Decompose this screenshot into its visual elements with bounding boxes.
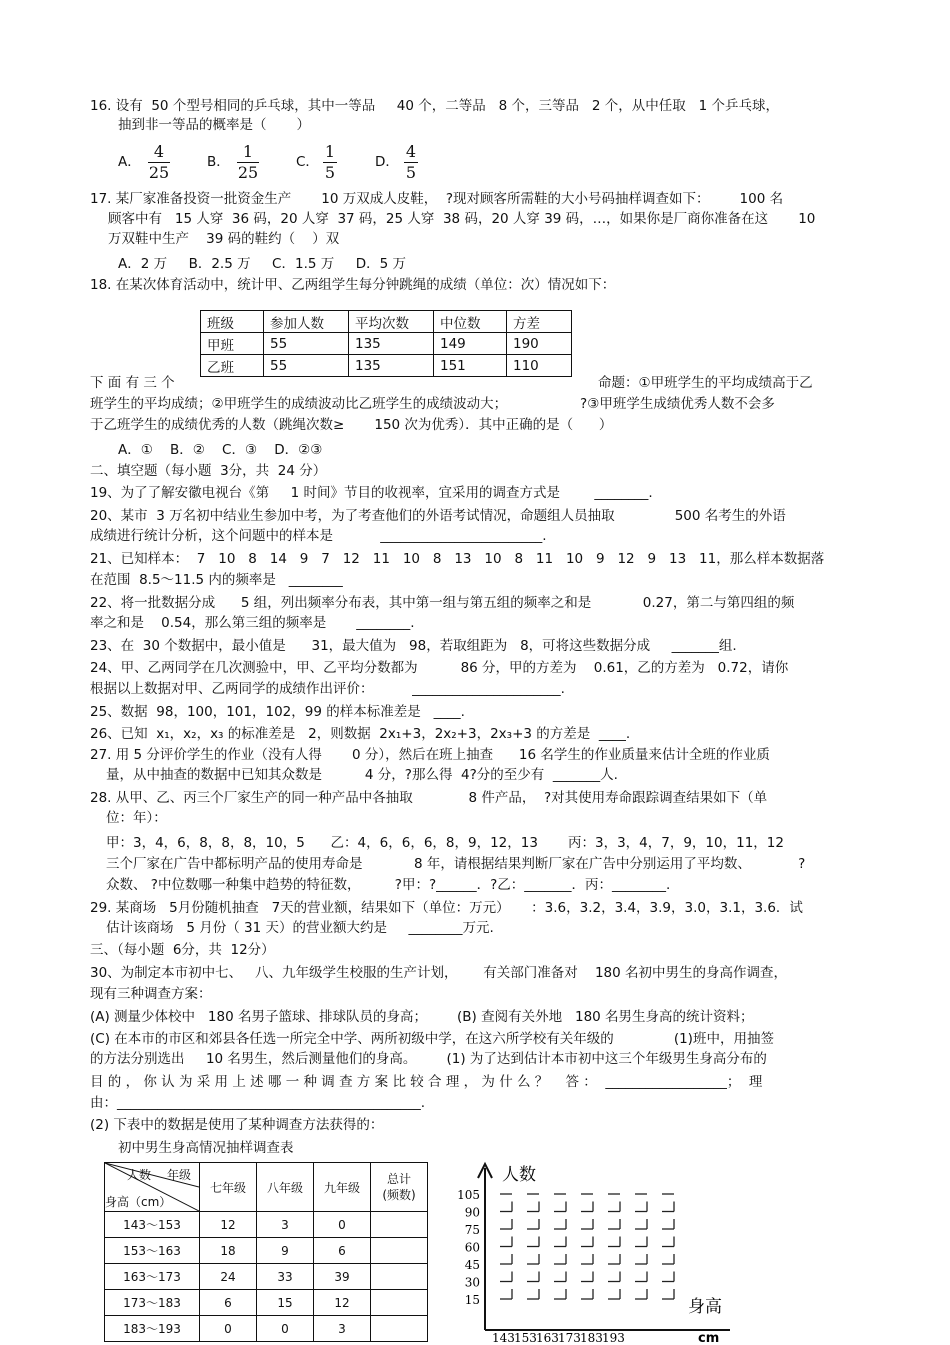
fill-line: 在范围 8.5～11.5 内的频率是 ________ xyxy=(90,572,343,588)
q17-line2: 顾客中有 15 人穿 36 码，20 人穿 37 码，25 人穿 38 码，20 人穿 39 码，…，如果你是厂商你准备在这 10 xyxy=(108,211,816,227)
table-row xyxy=(201,333,572,355)
table-cell: 55 xyxy=(264,333,349,355)
table-header-cell: 方差 xyxy=(507,311,572,333)
table-row xyxy=(201,355,572,377)
table-cell: 0 xyxy=(200,1316,257,1342)
y-tick-label: 30 xyxy=(464,1275,480,1290)
fill-line: 成绩进行统计分析，这个问题中的样本是 ________________________. xyxy=(90,528,547,544)
fraction-denominator: 25 xyxy=(148,163,170,182)
table-cell xyxy=(371,1264,428,1290)
x-axis-label: 身高 xyxy=(688,1297,722,1317)
q16-option-b-label: B． xyxy=(207,154,230,170)
x-tick-label: 143 xyxy=(492,1331,515,1343)
q16-option-b-fraction xyxy=(237,142,259,183)
section-2-heading: 二、填空题（每小题 3分，共 24 分） xyxy=(90,463,327,479)
table-cell: 163～173 xyxy=(105,1264,200,1290)
q17-options: A．2 万 B．2.5 万 C．1.5 万 D．5 万 xyxy=(118,256,406,272)
table-cell: 149 xyxy=(434,333,507,355)
q18-options: A．① B．② C．③ D．②③ xyxy=(118,442,323,458)
fill-line: 甲：3，4，6，8，8，8，10，5 乙：4，6，6，6，8，9，12，13 丙：3，3，4，7，9，10，11，12 xyxy=(106,835,784,851)
fraction-denominator: 25 xyxy=(237,163,259,182)
x-axis-unit: cm xyxy=(698,1331,720,1343)
fill-line: 率之和是 0.54，那么第三组的频率是 ________. xyxy=(90,615,415,631)
fill-line: 23、在 30 个数据中，最小值是 31，最大值为 98，若取组距为 8，可将这些数据分成 _______组. xyxy=(90,638,737,654)
table-cell xyxy=(371,1212,428,1238)
fill-line: 22、将一批数据分成 5 组，列出频率分布表，其中第一组与第五组的频率之和是 0.27，第二与第四组的频 xyxy=(90,595,795,611)
table-cell: 135 xyxy=(349,355,434,377)
q30-line: (C) 在本市的市区和郊县各任选一所完全中学、两所初级中学，在这六所学校有关年级的 (1)班中，用抽签 xyxy=(90,1031,774,1047)
table-row xyxy=(105,1264,428,1290)
table-cell: 乙班 xyxy=(201,355,264,377)
table-cell: 33 xyxy=(257,1264,314,1290)
table-cell: 153～163 xyxy=(105,1238,200,1264)
y-tick-label: 15 xyxy=(464,1293,480,1307)
fill-line: 29. 某商场 5月份随机抽查 7天的营业额，结果如下（单位：万元） ：3.6，3.2，3.4，3.9，3.0，3.1，3.6．试 xyxy=(90,900,803,916)
table-header-cell: 总计 (频数) xyxy=(371,1163,428,1212)
fill-line: 25、数据 98，100，101，102，99 的样本标准差是 ____. xyxy=(90,704,465,720)
table-cell: 39 xyxy=(314,1264,371,1290)
q17-line1: 17. 某厂家准备投资一批资金生产 10 万双成人皮鞋， ?现对顾客所需鞋的大小号码抽样调查如下： 100 名 xyxy=(90,191,784,207)
fraction-numerator: 1 xyxy=(237,142,259,163)
table-header-cell: 平均次数 xyxy=(349,311,434,333)
table-row xyxy=(105,1290,428,1316)
table-row xyxy=(105,1238,428,1264)
fill-line: 20、某市 3 万名初中结业生参加中考，为了考查他们的外语考试情况，命题组人员抽取 500 名考生的外语 xyxy=(90,508,786,524)
section-3-heading: 三、（每小题 6分，共 12分） xyxy=(90,942,275,958)
corner-label-count: 人数 xyxy=(127,1168,152,1182)
table-cell: 173～183 xyxy=(105,1290,200,1316)
q18-right-text: 命题：①甲班学生的平均成绩高于乙 xyxy=(598,375,813,391)
table-header-cell: 中位数 xyxy=(434,311,507,333)
histogram-grid xyxy=(440,1158,740,1343)
fraction-numerator: 4 xyxy=(148,142,170,163)
table-cell: 110 xyxy=(507,355,572,377)
corner-label-height: 身高（cm） xyxy=(105,1195,172,1209)
fraction-numerator: 1 xyxy=(324,142,336,161)
fill-line: 估计该商场 5 月份（ 31 天）的营业额大约是 ________万元. xyxy=(106,920,494,936)
q16-option-a-fraction xyxy=(148,142,170,183)
fill-line: 24、甲、乙两同学在几次测验中，甲、乙平均分数都为 86 分，甲的方差为 0.61，乙的方差为 0.72，请你 xyxy=(90,660,789,676)
table-header-cell: 八年级 xyxy=(257,1163,314,1212)
height-survey-table xyxy=(104,1162,428,1342)
fill-line: 根据以上数据对甲、乙两同学的成绩作出评价： ______________________. xyxy=(90,681,565,697)
fill-line: 众数、 ?中位数哪一种集中趋势的特征数， ?甲：?______．?乙：_______．丙：________. xyxy=(106,877,671,893)
y-tick-label: 105 xyxy=(457,1188,480,1202)
q30-line: 由：_____________________________________________. xyxy=(90,1095,426,1111)
table-cell: 143～153 xyxy=(105,1212,200,1238)
fraction-numerator: 4 xyxy=(405,142,417,161)
y-tick-label: 90 xyxy=(464,1205,480,1220)
table-cell xyxy=(371,1316,428,1342)
table-cell: 55 xyxy=(264,355,349,377)
fill-line: 27. 用 5 分评价学生的作业（没有人得 0 分），然后在班上抽查 16 名学生的作业质量来估计全班的作业质 xyxy=(90,747,770,763)
q30-line: (2) 下表中的数据是使用了某种调查方法获得的： xyxy=(90,1117,384,1133)
y-tick-labels xyxy=(457,1188,480,1307)
q16-option-c-fraction xyxy=(323,142,337,183)
grid-lines xyxy=(500,1194,674,1299)
table-cell: 151 xyxy=(434,355,507,377)
y-tick-label: 75 xyxy=(464,1223,480,1237)
table-row xyxy=(105,1212,428,1238)
table-header-row xyxy=(105,1163,428,1212)
table-cell xyxy=(371,1238,428,1264)
fill-line: 位：年）： xyxy=(106,810,167,826)
q18-line4: 于乙班学生的成绩优秀的人数（跳绳次数≥ 150 次为优秀）．其中正确的是（ ） xyxy=(90,417,613,433)
q16-option-a-label: A． xyxy=(118,154,141,170)
table-cell: 24 xyxy=(200,1264,257,1290)
q18-left-text: 下 面 有 三 个 xyxy=(90,375,175,391)
table-header-cell: 参加人数 xyxy=(264,311,349,333)
x-tick-label: 193 xyxy=(602,1331,625,1343)
x-tick-label: 173 xyxy=(558,1331,581,1343)
table-row xyxy=(105,1316,428,1342)
fraction-denominator: 5 xyxy=(405,163,417,182)
q30-line: 的方法分别选出 10 名男生，然后测量他们的身高。 (1) 为了达到估计本市初中这三个年级男生身高分布的 xyxy=(90,1051,767,1067)
y-tick-label: 60 xyxy=(464,1240,480,1255)
fill-line: 量，从中抽查的数据中已知其众数是 4 分，?那么得 4?分的至少有 _______人. xyxy=(106,767,618,783)
q16-option-c-label: C． xyxy=(296,154,319,170)
x-tick-label: 183 xyxy=(580,1331,603,1343)
q18-table xyxy=(200,310,572,377)
table-header-cell: 九年级 xyxy=(314,1163,371,1212)
fill-line: 19、为了了解安徽电视台《第 1 时间》节目的收视率，宜采用的调查方式是 ________. xyxy=(90,485,653,501)
table-cell: 甲班 xyxy=(201,333,264,355)
q17-line3: 万双鞋中生产 39 码的鞋约（ ）双 xyxy=(108,231,340,247)
x-tick-label: 153 xyxy=(514,1331,537,1343)
x-tick-label: 163 xyxy=(536,1331,559,1343)
table-cell: 190 xyxy=(507,333,572,355)
corner-label-grade: 年级 xyxy=(167,1168,192,1182)
q18-line3: 班学生的平均成绩；②甲班学生的成绩波动比乙班学生的成绩波动大； ?③甲班学生成绩优秀人数不会多 xyxy=(90,396,775,412)
q30-line: 现有三种调查方案： xyxy=(90,986,212,1002)
table-cell: 12 xyxy=(200,1212,257,1238)
table-header-cell: 班级 xyxy=(201,311,264,333)
table-cell: 6 xyxy=(314,1238,371,1264)
table-cell: 135 xyxy=(349,333,434,355)
table-cell: 9 xyxy=(257,1238,314,1264)
q30-line: (A) 测量少体校中 180 名男子篮球、排球队员的身高； (B) 查阅有关外地 180 名男生身高的统计资料； xyxy=(90,1009,754,1025)
q16-option-d-label: D． xyxy=(375,154,399,170)
y-tick-label: 45 xyxy=(464,1258,480,1272)
fill-line: 28. 从甲、乙、丙三个厂家生产的同一种产品中各抽取 8 件产品， ?对其使用寿命跟踪调查结果如下（单 xyxy=(90,790,768,806)
q16-line1: 16. 设有 50 个型号相同的乒乓球，其中一等品 40 个，二等品 8 个，三等品 2 个，从中任取 1 个乒乓球， xyxy=(90,98,779,114)
table-cell: 3 xyxy=(257,1212,314,1238)
x-tick-labels xyxy=(492,1331,625,1343)
q30-line: 目 的 ， 你 认 为 采 用 上 述 哪 一 种 调 查 方 案 比 较 合 理 ， 为 什 么 ？ 答 ： __________________； 理 xyxy=(90,1074,763,1090)
fill-line: 21、已知样本： 7 10 8 14 9 7 12 11 10 8 13 10 8 11 10 9 12 9 13 11，那么样本数据落 xyxy=(90,551,825,567)
q16-option-d-fraction xyxy=(404,142,418,183)
table-cell xyxy=(371,1290,428,1316)
table-cell: 3 xyxy=(314,1316,371,1342)
table-cell: 12 xyxy=(314,1290,371,1316)
table-cell: 183～193 xyxy=(105,1316,200,1342)
table-cell: 0 xyxy=(257,1316,314,1342)
table-header-row xyxy=(201,311,572,333)
table-cell: 15 xyxy=(257,1290,314,1316)
table-cell: 18 xyxy=(200,1238,257,1264)
fraction-denominator: 5 xyxy=(324,163,336,182)
fill-line: 三个厂家在广告中都标明产品的使用寿命是 8 年，请根据结果判断厂家在广告中分别运用了平均数、 ? xyxy=(106,856,806,872)
y-axis-label: 人数 xyxy=(502,1165,536,1185)
diagonal-header-cell xyxy=(105,1163,200,1212)
fill-line: 26、已知 x₁，x₂，x₃ 的标准差是 2，则数据 2x₁+3，2x₂+3，2x₃+3 的方差是 ____. xyxy=(90,726,631,742)
table30-caption: 初中男生身高情况抽样调查表 xyxy=(118,1140,294,1156)
table-header-cell: 七年级 xyxy=(200,1163,257,1212)
q16-line2: 抽到非一等品的概率是（ ） xyxy=(118,117,311,133)
q18-line1: 18. 在某次体育活动中，统计甲、乙两组学生每分钟跳绳的成绩（单位：次）情况如下： xyxy=(90,277,616,293)
table-cell: 6 xyxy=(200,1290,257,1316)
table-cell: 0 xyxy=(314,1212,371,1238)
q30-line: 30、为制定本市初中七、 八、九年级学生校服的生产计划， 有关部门准备对 180 名初中男生的身高作调查， xyxy=(90,965,788,981)
